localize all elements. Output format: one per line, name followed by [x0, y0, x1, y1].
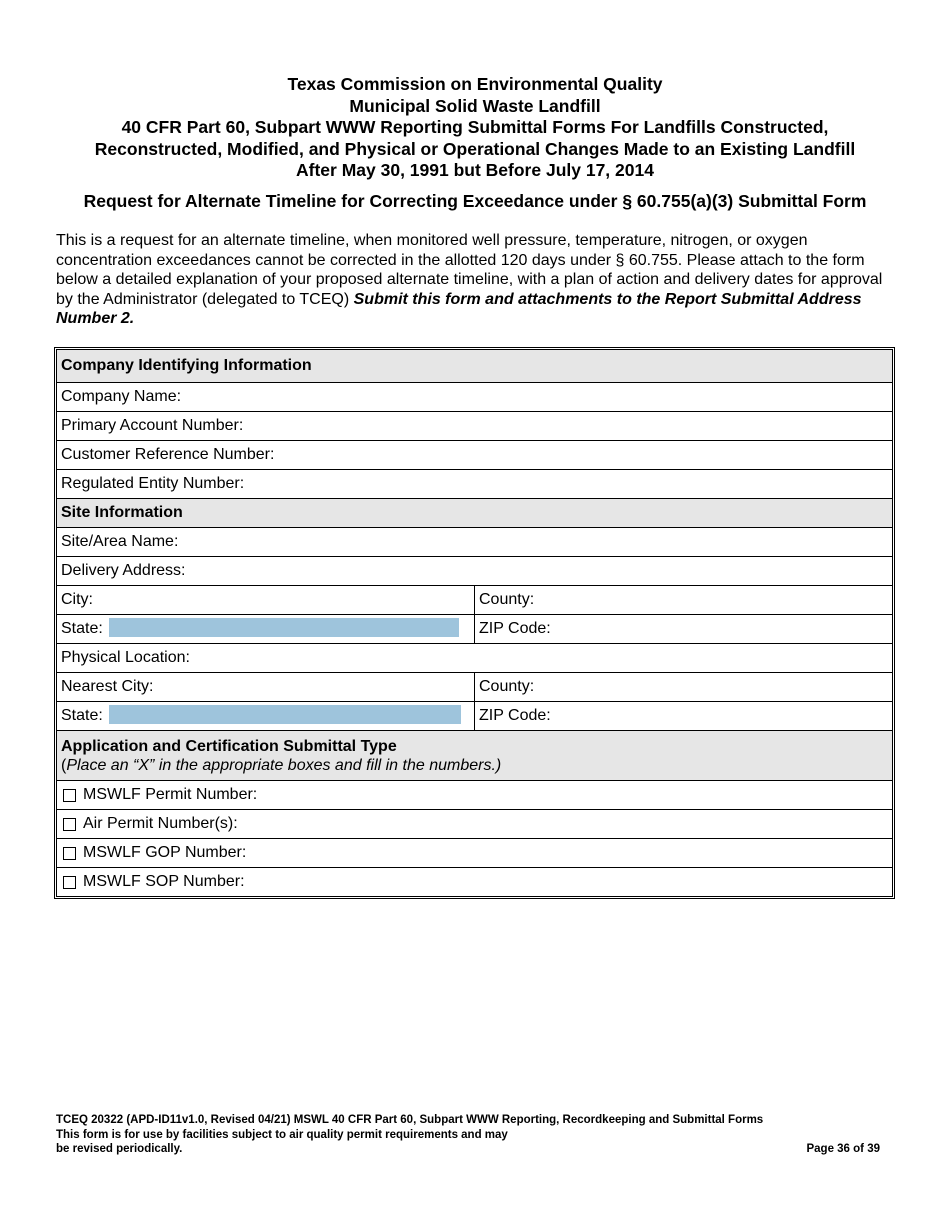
option-mswlf-gop: [57, 839, 892, 867]
air-permit-checkbox[interactable]: [63, 818, 76, 831]
site-section-heading: Site Information: [57, 499, 892, 527]
form-table: [54, 347, 895, 899]
footer-revision-note: be revised periodically.: [56, 1143, 183, 1155]
state2-label: State:: [61, 707, 103, 724]
option-air-permit-row[interactable]: [57, 809, 892, 838]
header-title-line-1: 40 CFR Part 60, Subpart WWW Reporting Submittal Forms For Landfills Constructed,: [121, 117, 829, 137]
delivery-address-field[interactable]: Delivery Address:: [61, 562, 186, 579]
intro-emphasis: Submit this form and attachments to the Report Submittal Address Number 2.: [56, 290, 862, 327]
header-title-line-2: Reconstructed, Modified, and Physical or Operational Changes Made to an Existing Landfill: [94, 138, 856, 159]
site-section-row: [57, 498, 892, 527]
zip2-field[interactable]: ZIP Code:: [479, 707, 551, 724]
submittal-section-heading: Application and Certification Submittal Type: [61, 737, 397, 755]
mswlf-permit-checkbox[interactable]: [63, 789, 76, 802]
county-field[interactable]: County:: [479, 591, 535, 608]
nearest-city-county-row: [57, 672, 892, 701]
physical-location-field[interactable]: Physical Location:: [61, 649, 190, 666]
company-name-field[interactable]: Company Name:: [61, 388, 182, 405]
physical-location-row[interactable]: [57, 643, 892, 672]
header-title-line-3: After May 30, 1991 but Before July 17, 2014: [296, 160, 654, 180]
primary-account-field[interactable]: Primary Account Number:: [61, 417, 244, 434]
intro-paragraph: [56, 231, 901, 329]
option-mswlf-sop: [57, 868, 892, 896]
regulated-entity-row[interactable]: [57, 469, 892, 498]
customer-reference-row[interactable]: [57, 440, 892, 469]
regulated-entity-field[interactable]: Regulated Entity Number:: [61, 475, 245, 492]
option-mswlf-permit-row[interactable]: [57, 780, 892, 809]
mswlf-sop-checkbox[interactable]: [63, 876, 76, 889]
site-area-name-field[interactable]: Site/Area Name:: [61, 533, 179, 550]
submittal-section-row: [57, 730, 892, 780]
customer-reference-field[interactable]: Customer Reference Number:: [61, 446, 275, 463]
mswlf-gop-label: MSWLF GOP Number:: [83, 844, 247, 861]
footer-form-id: TCEQ 20322 (APD-ID11v1.0, Revised 04/21) MSWL 40 CFR Part 60, Subpart WWW Reporting, Recordkeeping and Submittal Forms: [56, 1114, 764, 1126]
footer-usage-note: This form is for use by facilities subject to air quality permit requirements and may: [56, 1128, 508, 1141]
city-county-row: [57, 585, 892, 614]
footer-notes: [56, 1113, 763, 1157]
mswlf-gop-checkbox[interactable]: [63, 847, 76, 860]
state-dropdown[interactable]: [109, 618, 459, 637]
county2-field[interactable]: County:: [479, 678, 535, 695]
header-agency: Texas Commission on Environmental Quality: [287, 74, 663, 94]
header-program: Municipal Solid Waste Landfill: [349, 95, 601, 116]
submittal-section: [57, 731, 892, 780]
state-zip-row: [57, 614, 892, 643]
state2-zip2-row: [57, 701, 892, 730]
zip-field[interactable]: ZIP Code:: [479, 620, 551, 637]
state2-dropdown[interactable]: [109, 705, 461, 724]
submittal-instructions: (Place an “X” in the appropriate boxes and fill in the numbers.): [61, 756, 502, 774]
state2-cell: [57, 702, 475, 730]
company-section-heading: Company Identifying Information: [57, 350, 892, 382]
delivery-address-row[interactable]: [57, 556, 892, 585]
mswlf-sop-label: MSWLF SOP Number:: [83, 873, 245, 890]
state-label: State:: [61, 620, 103, 637]
option-air-permit: [57, 810, 892, 838]
site-area-name-row[interactable]: [57, 527, 892, 556]
form-subtitle: Request for Alternate Timeline for Correcting Exceedance under § 60.755(a)(3) Submittal Form: [83, 191, 867, 211]
option-mswlf-sop-row[interactable]: [57, 867, 892, 896]
page-number: Page 36 of 39: [806, 1143, 880, 1155]
company-section-row: [57, 350, 892, 382]
nearest-city-field[interactable]: Nearest City:: [57, 673, 475, 701]
option-mswlf-permit: [57, 781, 892, 809]
city-field[interactable]: City:: [57, 586, 475, 614]
company-name-row[interactable]: [57, 382, 892, 411]
air-permit-label: Air Permit Number(s):: [83, 815, 238, 832]
primary-account-row[interactable]: [57, 411, 892, 440]
mswlf-permit-label: MSWLF Permit Number:: [83, 786, 258, 803]
document-header: [40, 74, 910, 182]
intro-text: This is a request for an alternate timeline, when monitored well pressure, temperature, nitrogen, or oxygen concentration exceedances cannot be corrected in the allotted 120 days under § 60.755. Please attach to the form below a detailed explanation of your proposed alternate timeline, with a plan of action and delivery dates for approval by the Administrator (delegated to TCEQ): [56, 232, 883, 308]
option-mswlf-gop-row[interactable]: [57, 838, 892, 867]
state-cell: [57, 615, 475, 643]
